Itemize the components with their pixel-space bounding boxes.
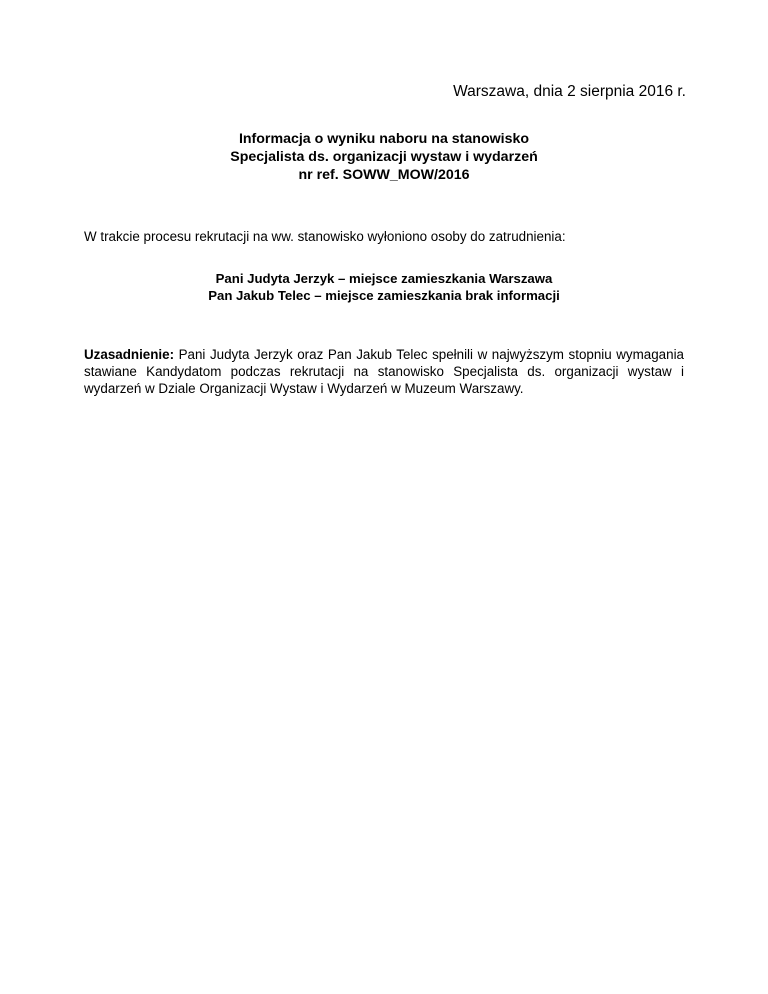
justification-text: Pani Judyta Jerzyk oraz Pan Jakub Telec spełnili w najwyższym stopniu wymagania stawiane Kandydatom podczas rekrutacji na stanowisko Specjalista ds. organizacji wystaw i wydarzeń w Dziale Organizacji Wystaw i Wydarzeń w Muzeum Warszawy. bbox=[84, 347, 684, 396]
title-line: Informacja o wyniku naboru na stanowisko bbox=[238, 131, 530, 147]
intro-paragraph: W trakcie procesu rekrutacji na ww. stanowisko wyłoniono osoby do zatrudnienia: bbox=[84, 229, 566, 244]
document-title bbox=[84, 130, 684, 184]
title-line: Specjalista ds. organizacji wystaw i wydarzeń bbox=[230, 149, 538, 165]
justification-label: Uzasadnienie: bbox=[84, 347, 175, 362]
reference-number: nr ref. SOWW_MOW/2016 bbox=[298, 167, 470, 183]
selected-person: Pani Judyta Jerzyk – miejsce zamieszkania Warszawa bbox=[215, 271, 553, 286]
selected-person: Pan Jakub Telec – miejsce zamieszkania brak informacji bbox=[208, 288, 560, 303]
justification-paragraph bbox=[84, 346, 684, 397]
selected-persons bbox=[84, 270, 684, 304]
date-line: Warszawa, dnia 2 sierpnia 2016 r. bbox=[453, 83, 686, 100]
